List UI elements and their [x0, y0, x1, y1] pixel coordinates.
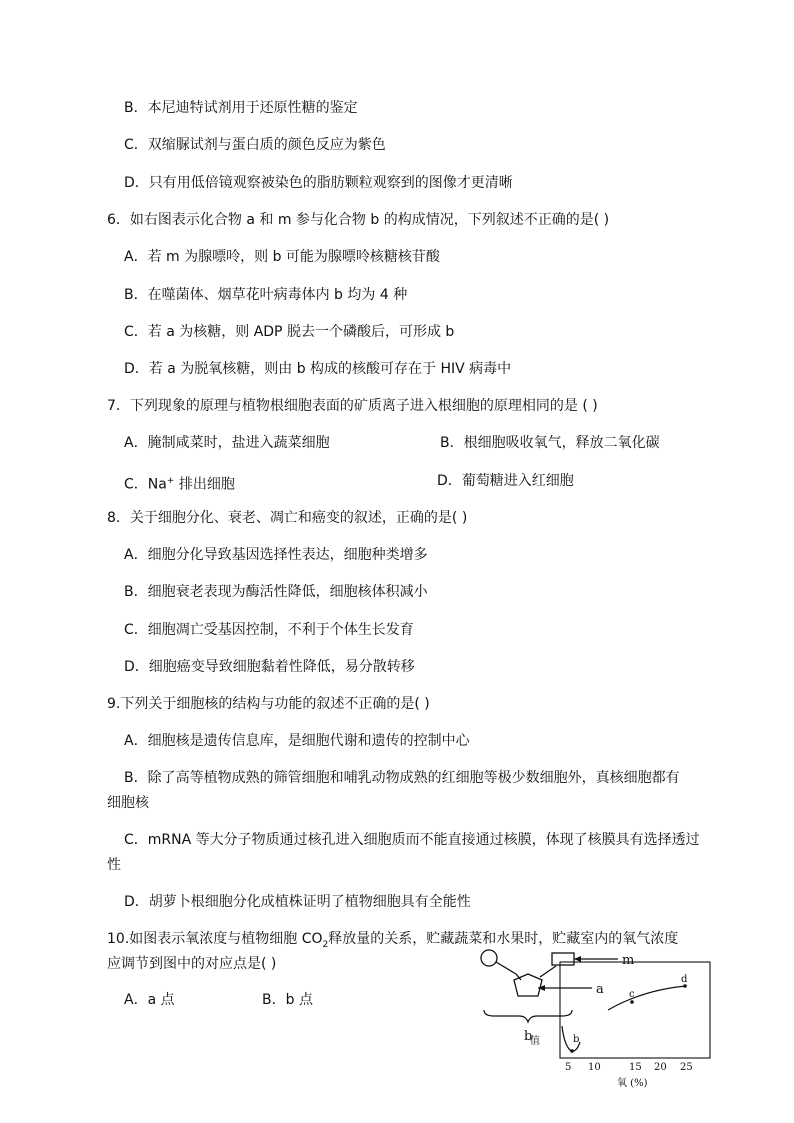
label-point-c: c — [629, 989, 635, 1000]
q6-option-d: D．若 a 为脱氧核糖，则由 b 构成的核酸可存在于 HIV 病毒中 — [124, 361, 512, 377]
q10-stem-pre: 10.如图表示氧浓度与植物细胞 CO — [107, 931, 323, 947]
q8-option-a: A．细胞分化导致基因选择性表达，细胞种类增多 — [124, 547, 428, 563]
prev-option-d: D．只有用低倍镜观察被染色的脂肪颗粒观察到的图像才更清晰 — [124, 175, 513, 191]
q9-option-a: A．细胞核是遗传信息库，是细胞代谢和遗传的控制中心 — [124, 733, 470, 749]
tick-20: 20 — [654, 1062, 667, 1073]
point-c — [630, 1000, 634, 1004]
prev-option-b: B．本尼迪特试剂用于还原性糖的鉴定 — [124, 100, 358, 116]
q7-option-b: B．根细胞吸收氧气，释放二氧化碳 — [440, 435, 660, 451]
q7-option-a: A．腌制咸菜时，盐进入蔬菜细胞 — [124, 435, 330, 451]
q6-option-b: B．在噬菌体、烟草花叶病毒体内 b 均为 4 种 — [124, 287, 408, 303]
q9-option-c-line1: C．mRNA 等大分子物质通过核孔进入细胞质而不能直接通过核膜，体现了核膜具有选择透过 — [124, 832, 700, 848]
q8-option-b: B．细胞衰老表现为酶活性降低，细胞核体积减小 — [124, 584, 428, 600]
tick-5: 5 — [565, 1062, 572, 1073]
label-a: a — [596, 982, 604, 997]
bond-phosphate — [496, 962, 516, 974]
prev-option-c: C．双缩脲试剂与蛋白质的颜色反应为紫色 — [124, 137, 386, 153]
q8-option-d: D．细胞癌变导致细胞黏着性降低，易分散转移 — [124, 659, 415, 675]
q9-option-b-line2: 细胞核 — [107, 795, 149, 811]
tick-25: 25 — [680, 1062, 693, 1073]
q7-option-c-post: 排出细胞 — [174, 476, 235, 493]
q9-option-b-line1: B．除了高等植物成熟的筛管细胞和哺乳动物成熟的红细胞等极少数细胞外，真核细胞都有 — [124, 770, 680, 786]
label-b: b — [524, 1029, 533, 1044]
q8-stem: 8．关于细胞分化、衰老、凋亡和癌变的叙述，正确的是( ) — [107, 510, 468, 526]
q10-option-b: B．b 点 — [262, 992, 313, 1008]
q7-stem: 7．下列现象的原理与植物根细胞表面的矿质离子进入根细胞的原理相同的是 ( ) — [107, 398, 598, 414]
curve-aerobic — [608, 986, 686, 1010]
q7-option-c-pre: C．Na — [124, 476, 167, 493]
q6-stem: 6．如右图表示化合物 a 和 m 参与化合物 b 的构成情况，下列叙述不正确的是( ) — [107, 212, 610, 228]
q8-option-c: C．细胞凋亡受基因控制，不利于个体生长发育 — [124, 622, 414, 638]
q7-option-d: D．葡萄糖进入红细胞 — [437, 473, 574, 489]
point-b — [570, 1049, 574, 1053]
chart-frame — [560, 962, 710, 1058]
q7-option-c — [124, 471, 235, 495]
q10-stem-line2: 应调节到图中的对应点是( ) — [107, 956, 277, 972]
y-axis-label: 值 — [530, 1036, 540, 1047]
q9-stem: 9.下列关于细胞核的结构与功能的叙述不正确的是( ) — [107, 696, 430, 712]
q9-option-c-line2: 性 — [107, 857, 121, 873]
tick-15: 15 — [629, 1062, 642, 1073]
q6-option-a: A．若 m 为腺嘌呤，则 b 可能为腺嘌呤核糖核苷酸 — [124, 249, 440, 265]
q10-option-a: A．a 点 — [124, 992, 175, 1008]
phosphate-circle — [481, 950, 497, 966]
label-point-b: b — [573, 1034, 580, 1045]
x-axis-label: 氧 (%) — [617, 1078, 648, 1089]
q7-option-c-sup: + — [166, 476, 175, 486]
co2-chart — [530, 956, 718, 1092]
q10-stem-sub: 2 — [322, 939, 329, 950]
q6-option-c: C．若 a 为核糖，则 ADP 脱去一个磷酸后，可形成 b — [124, 324, 455, 340]
tick-10: 10 — [588, 1062, 601, 1073]
q9-option-d: D．胡萝卜根细胞分化成植株证明了植物细胞具有全能性 — [124, 894, 471, 910]
label-point-d: d — [681, 974, 688, 985]
label-m: m — [622, 953, 635, 968]
q10-stem-post: 释放量的关系，贮藏蔬菜和水果时，贮藏室内的氧气浓度 — [328, 931, 679, 947]
